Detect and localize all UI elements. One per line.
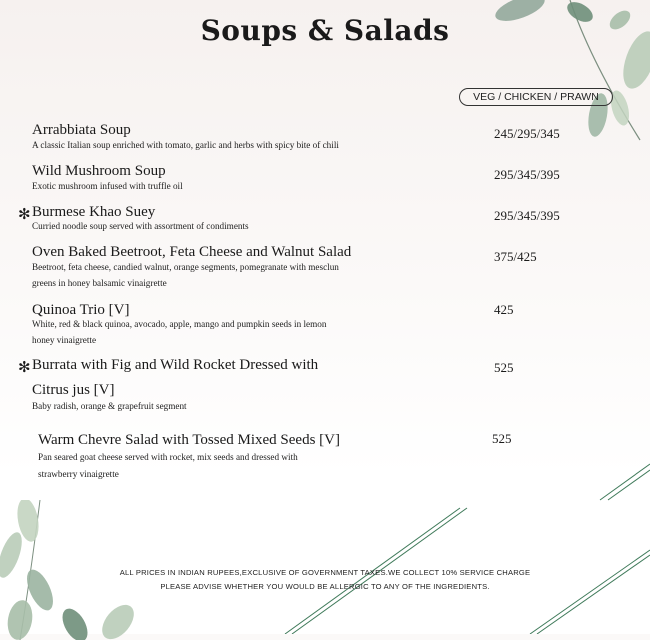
menu-item-description: Exotic mushroom infused with truffle oil <box>32 181 183 191</box>
menu-item-name: Burrata with Fig and Wild Rocket Dressed with <box>32 357 319 373</box>
menu-item-price: 425 <box>494 302 514 317</box>
menu-item-description: White, red & black quinoa, avocado, apple, mango and pumpkin seeds in lemon <box>32 319 327 329</box>
menu-item-description-line2: greens in honey balsamic vinaigrette <box>32 278 167 288</box>
menu-item-description-line2: honey vinaigrette <box>32 335 97 345</box>
price-column-header: VEG / CHICKEN / PRAWN <box>459 88 613 106</box>
menu-item-description: Baby radish, orange & grapefruit segment <box>32 401 187 411</box>
menu-item-description-line2: strawberry vinaigrette <box>38 469 119 479</box>
menu-item-name: Warm Chevre Salad with Tossed Mixed Seeds [V] <box>38 432 340 448</box>
menu-item-description: Beetroot, feta cheese, candied walnut, orange segments, pomegranate with mesclun <box>32 262 339 272</box>
menu-item-price: 295/345/395 <box>494 208 560 223</box>
menu-item-price: 525 <box>492 431 512 446</box>
chef-special-star-icon: ✻ <box>18 358 31 376</box>
menu-item-name: Wild Mushroom Soup <box>32 163 166 179</box>
menu-item-name: Burmese Khao Suey <box>32 204 156 220</box>
footer-allergy-note: PLEASE ADVISE WHETHER YOU WOULD BE ALLERGIC TO ANY OF THE INGREDIENTS. <box>160 582 490 591</box>
footer-tax-note: ALL PRICES IN INDIAN RUPEES,EXCLUSIVE OF GOVERNMENT TAXES.WE COLLECT 10% SERVICE CHARGE <box>119 568 531 577</box>
menu-item-price: 245/295/345 <box>494 126 560 141</box>
menu-item-name-line2: Citrus jus [V] <box>32 382 115 398</box>
menu-item-price: 525 <box>494 360 514 375</box>
menu-item-price: 295/345/395 <box>494 167 560 182</box>
menu-item-description: Pan seared goat cheese served with rocket, mix seeds and dressed with <box>38 452 298 462</box>
menu-item-name: Oven Baked Beetroot, Feta Cheese and Walnut Salad <box>32 244 352 260</box>
menu-item-name: Arrabbiata Soup <box>32 122 131 138</box>
menu-item-description: Curried noodle soup served with assortment of condiments <box>32 221 249 231</box>
chef-special-star-icon: ✻ <box>18 205 31 223</box>
menu-item-name: Quinoa Trio [V] <box>32 302 130 318</box>
menu-item-description: A classic Italian soup enriched with tomato, garlic and herbs with spicy bite of chili <box>32 140 339 150</box>
page-title: Soups & Salads <box>200 14 450 47</box>
menu-item-price: 375/425 <box>494 249 537 264</box>
